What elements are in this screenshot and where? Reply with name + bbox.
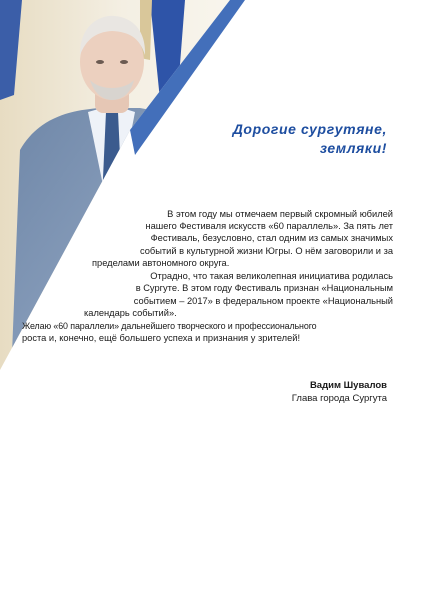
letter-line: в Сургуте. В этом году Фестиваль признан «Национальным	[135, 283, 393, 293]
letter-line: событием – 2017» в федеральном проекте «Национальный	[133, 296, 393, 306]
letter-line: нашего Фестиваля искусств «60 параллель». За пять лет	[145, 221, 393, 231]
eye-right	[120, 60, 128, 64]
greeting-line-2: земляки!	[319, 140, 387, 156]
greeting-line-1: Дорогие сургутяне,	[232, 121, 387, 137]
signature-title: Глава города Сургута	[291, 393, 387, 404]
eye-left	[96, 60, 104, 64]
letter-line: событий в культурной жизни Югры. О нём заговорили и за	[139, 246, 393, 256]
letter-line: пределами автономного округа.	[92, 258, 230, 268]
letter-line: роста и, конечно, ещё большего успеха и признания у зрителей!	[22, 333, 301, 343]
letter-line: Желаю «60 параллели» дальнейшего творческого и профессионального	[22, 321, 317, 331]
signature-name: Вадим Шувалов	[309, 380, 387, 391]
greeting-heading	[233, 120, 387, 158]
letter-line: В этом году мы отмечаем первый скромный юбилей	[167, 209, 393, 219]
letter-line: Фестиваль, безусловно, стал одним из самых значимых	[150, 233, 393, 243]
letter-line: Отрадно, что такая великолепная инициатива родилась	[150, 271, 393, 281]
letter-line: календарь событий».	[84, 308, 177, 318]
